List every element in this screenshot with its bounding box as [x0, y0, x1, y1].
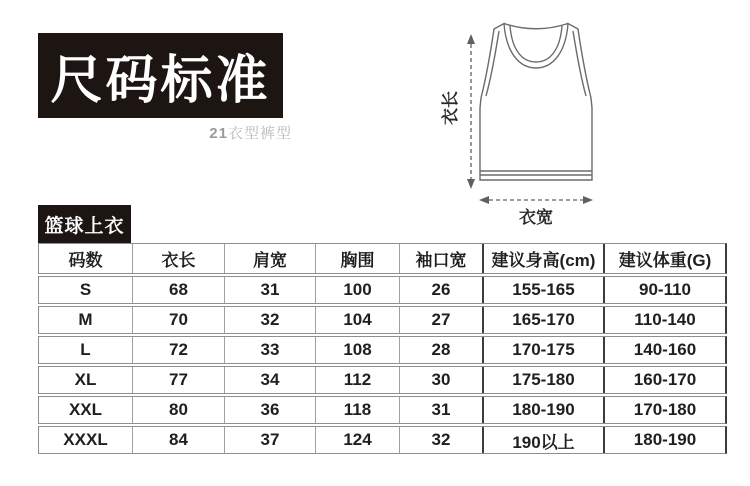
table-cell: 30	[399, 367, 482, 393]
table-row	[38, 396, 727, 424]
header-cell: 衣长	[132, 244, 224, 273]
table-cell: 68	[132, 277, 224, 303]
table-cell: 180-190	[482, 397, 603, 423]
section-label: 篮球上衣	[44, 215, 125, 237]
table-cell: 36	[224, 397, 315, 423]
table-cell: 170-180	[603, 397, 725, 423]
table-cell: S	[79, 280, 92, 299]
table-cell: L	[80, 340, 91, 359]
section-banner	[38, 205, 131, 243]
table-cell: 155-165	[482, 277, 603, 303]
length-label: 衣长	[441, 91, 460, 125]
table-row	[38, 276, 727, 304]
table-cell: 180-190	[603, 427, 725, 453]
size-table	[38, 243, 727, 454]
table-row	[38, 426, 727, 454]
header-cell: 胸围	[315, 244, 399, 273]
width-arrow	[479, 196, 593, 204]
table-cell: 170-175	[482, 337, 603, 363]
header-cell: 建议体重(G)	[603, 244, 725, 273]
page-title: 尺码标准	[50, 52, 271, 110]
table-cell: 100	[315, 277, 399, 303]
table-cell: 31	[224, 277, 315, 303]
table-cell: 32	[224, 307, 315, 333]
table-cell: 28	[399, 337, 482, 363]
table-cell: 190以上	[482, 427, 603, 453]
vest-outline	[480, 24, 592, 181]
table-cell: XXL	[68, 400, 103, 419]
table-cell: 124	[315, 427, 399, 453]
table-cell: 37	[224, 427, 315, 453]
table-cell: 34	[224, 367, 315, 393]
table-cell: 104	[315, 307, 399, 333]
table-cell: 160-170	[603, 367, 725, 393]
header-cell: 码数	[68, 251, 103, 270]
table-cell: 118	[315, 397, 399, 423]
table-cell: 140-160	[603, 337, 725, 363]
header-cell: 建议身高(cm)	[482, 244, 603, 273]
table-cell: 175-180	[482, 367, 603, 393]
table-cell: 27	[399, 307, 482, 333]
table-cell: 72	[132, 337, 224, 363]
width-label: 衣宽	[519, 208, 553, 227]
subtitle	[38, 122, 292, 143]
size-standard-banner	[38, 33, 283, 118]
table-cell: 26	[399, 277, 482, 303]
table-cell: 108	[315, 337, 399, 363]
table-cell: 80	[132, 397, 224, 423]
table-cell: 90-110	[603, 277, 725, 303]
table-cell: 33	[224, 337, 315, 363]
table-cell: 84	[132, 427, 224, 453]
table-header-row	[38, 243, 727, 274]
vest-diagram-svg	[436, 8, 668, 228]
table-cell: 112	[315, 367, 399, 393]
table-cell: 32	[399, 427, 482, 453]
table-cell: XL	[74, 370, 97, 389]
length-arrow	[467, 34, 475, 189]
header-cell: 袖口宽	[399, 244, 482, 273]
vest-diagram	[436, 8, 668, 228]
header-cell: 肩宽	[224, 244, 315, 273]
subtitle-number: 21	[209, 125, 228, 142]
table-cell: 110-140	[603, 307, 725, 333]
table-cell: 77	[132, 367, 224, 393]
table-row	[38, 366, 727, 394]
table-cell: 70	[132, 307, 224, 333]
table-cell: 165-170	[482, 307, 603, 333]
table-cell: 31	[399, 397, 482, 423]
table-cell: M	[78, 310, 93, 329]
table-row	[38, 336, 727, 364]
table-cell: XXXL	[63, 430, 108, 449]
table-row	[38, 306, 727, 334]
subtitle-text: 衣型裤型	[227, 125, 292, 142]
